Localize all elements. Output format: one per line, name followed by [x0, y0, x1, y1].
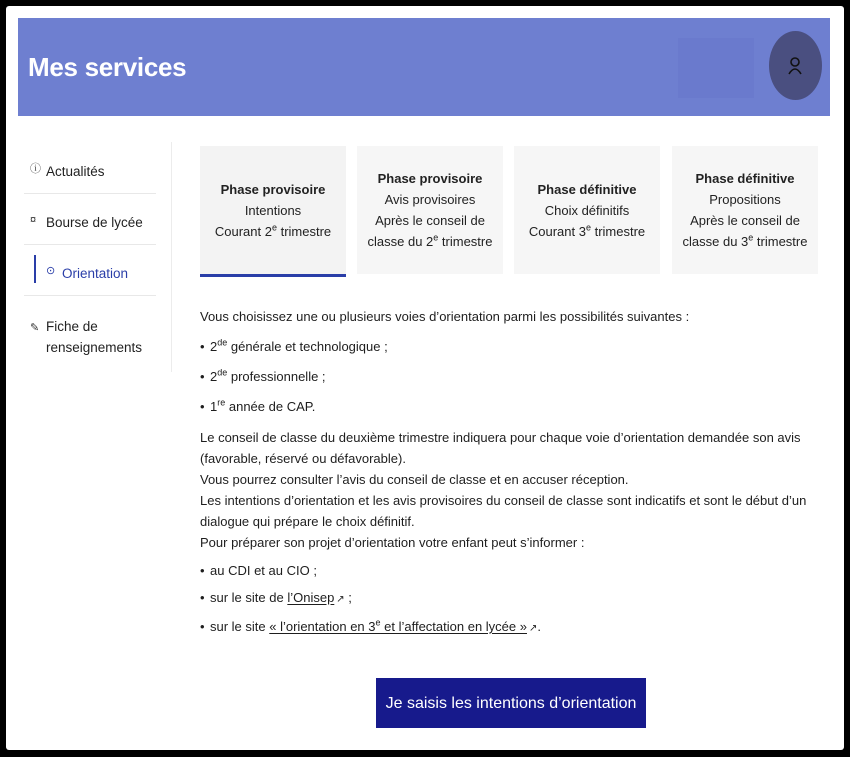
user-icon [788, 56, 802, 76]
tab-phase-provisoire-intentions[interactable] [200, 146, 346, 274]
active-tab-underline [200, 274, 346, 277]
money-icon: ¤ [30, 214, 37, 226]
paragraph-indicatifs: Les intentions d’orientation et les avis provisoires du conseil de classe sont indicatifs et sont le début d’un dialogue qui prépare le choix définitif. [200, 493, 807, 529]
sidebar-item-label: Bourse de lycée [46, 215, 143, 230]
user-avatar-button[interactable] [769, 31, 822, 100]
header-banner [18, 18, 830, 116]
phase-tabs [200, 146, 818, 280]
tab-phase-definitive-choix[interactable] [514, 146, 660, 274]
onisep-link[interactable]: l’Onisep [287, 590, 335, 605]
sidebar-item-label: Actualités [46, 164, 105, 179]
info-icon: ⓘ [30, 163, 41, 175]
tab-subtitle: Choix définitifs [544, 203, 630, 218]
tab-phase-definitive-propositions[interactable] [672, 146, 818, 274]
tab-period-2: classe du 2e trimestre [367, 232, 493, 249]
list-item: • sur le site de l’Onisep ↗ ; [200, 590, 352, 605]
list-item: • au CDI et au CIO ; [200, 563, 317, 578]
sidebar-divider [171, 142, 172, 372]
tab-period: Après le conseil de [690, 213, 800, 228]
tab-title: Phase définitive [695, 171, 795, 186]
tab-period: Courant 3e trimestre [528, 222, 646, 239]
app-window [6, 6, 844, 750]
paragraph-consulter: Vous pourrez consulter l’avis du conseil de classe et en accuser réception. [200, 472, 629, 487]
compass-icon: ⊙ [46, 265, 56, 277]
tab-title: Phase provisoire [220, 182, 326, 197]
edit-icon: ✎ [30, 322, 40, 334]
active-indicator [34, 255, 36, 283]
sidebar-item-label-line1: Fiche de [46, 319, 98, 334]
tab-title: Phase provisoire [377, 171, 483, 186]
sidebar-item-label-line2: renseignements [46, 340, 143, 355]
tab-period: Courant 2e trimestre [214, 222, 332, 239]
list-item: • 2de générale et technologique ; [200, 337, 388, 354]
sidebar-item-actualites[interactable] [24, 143, 156, 194]
sidebar-item-orientation[interactable] [24, 245, 156, 296]
tab-period-2: classe du 3e trimestre [682, 232, 808, 249]
list-item: • sur le site « l’orientation en 3e et l’affectation en lycée » ↗. [200, 617, 541, 634]
header-placeholder-box [678, 38, 754, 98]
sidebar [24, 143, 156, 366]
list-item: • 2de professionnelle ; [200, 367, 326, 384]
orientation-content [200, 306, 830, 639]
tab-subtitle: Avis provisoires [384, 192, 476, 207]
list-item: • 1re année de CAP. [200, 397, 316, 414]
sidebar-item-label [46, 316, 142, 358]
sidebar-item-bourse[interactable] [24, 194, 156, 245]
tab-period: Après le conseil de [375, 213, 485, 228]
external-link-icon: ↗ [336, 594, 345, 605]
paragraph-avis: Le conseil de classe du deuxième trimestre indiquera pour chaque voie d’orientation demandée son avis (favorable, réservé ou défavorable). [200, 430, 801, 466]
intro-text: Vous choisissez une ou plusieurs voies d’orientation parmi les possibilités suivantes : [200, 309, 690, 324]
tab-title: Phase définitive [537, 182, 637, 197]
sidebar-item-label: Orientation [62, 266, 129, 281]
tab-subtitle: Intentions [244, 203, 302, 218]
tab-subtitle: Propositions [709, 192, 781, 207]
saisir-intentions-button[interactable]: Je saisis les intentions d’orientation [376, 678, 646, 728]
tab-phase-provisoire-avis[interactable] [357, 146, 503, 274]
sidebar-item-fiche[interactable] [24, 296, 156, 366]
paragraph-preparer: Pour préparer son projet d’orientation votre enfant peut s’informer : [200, 535, 585, 550]
external-link-icon: ↗ [528, 623, 538, 634]
orientation-affectation-link[interactable]: « l’orientation en 3e et l’affectation en lycée » [269, 617, 527, 634]
page-title: Mes services [28, 52, 187, 82]
